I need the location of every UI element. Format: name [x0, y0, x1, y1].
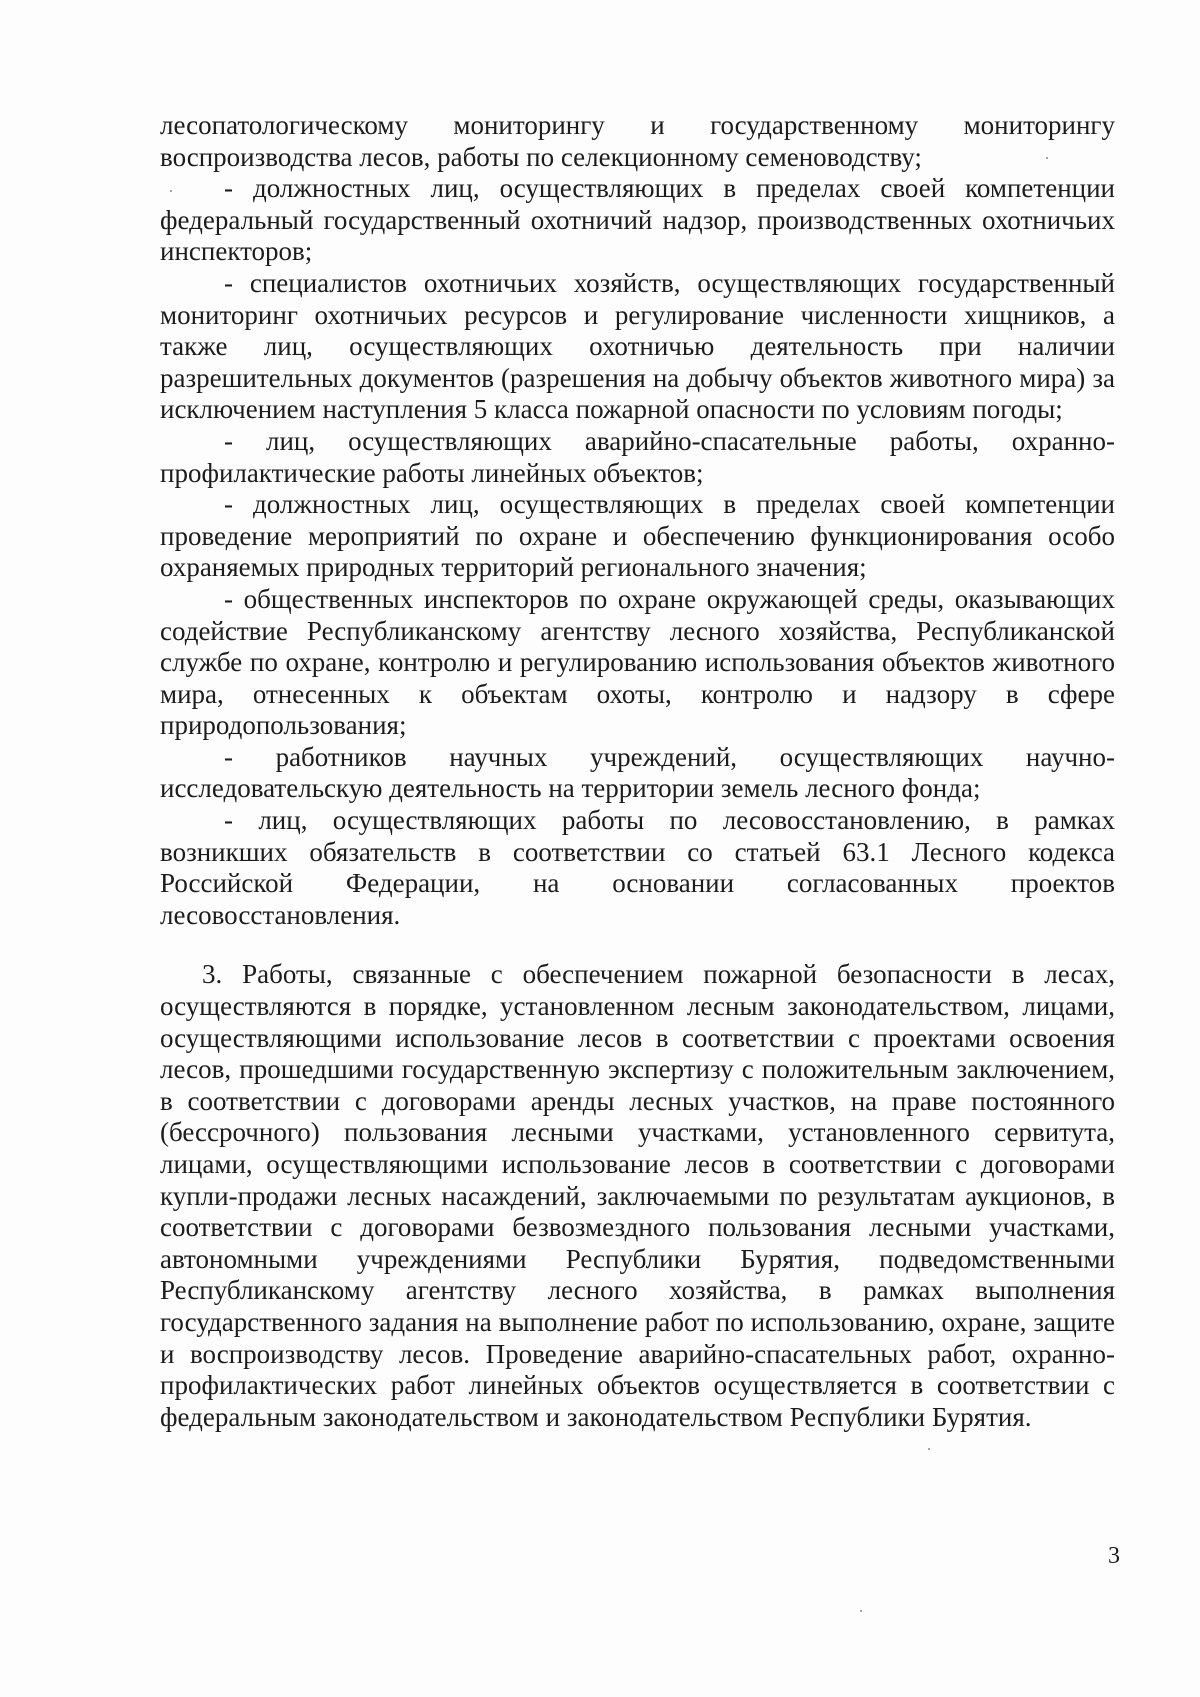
paragraph-continuation: лесопатологическому мониторингу и государственному мониторингу воспроизводства лесов, работы по селекционному семеноводству; [160, 110, 1115, 172]
list-item-public-inspectors: - общественных инспекторов по охране окружающей среды, оказывающих содействие Республиканскому агентству лесного хозяйства, Республиканской службе по охране, контролю и регулированию использования объектов животного мира, отнесенных к объектам охоты, контролю и надзору в сфере природопользования; [160, 583, 1115, 741]
scan-speck [860, 1610, 862, 1612]
scan-speck [170, 190, 172, 192]
scan-speck [1046, 157, 1048, 159]
list-item-hunting-supervision: - должностных лиц, осуществляющих в пределах своей компетенции федеральный государственный охотничий надзор, производственных охотничьих инспекторов; [160, 173, 1115, 267]
page-number: 3 [1108, 1543, 1120, 1569]
list-item-hunting-specialists: - специалистов охотничьих хозяйств, осуществляющих государственный мониторинг охотничьих ресурсов и регулирование численности хищников, а также лиц, осуществляющих охотничью деятельность при наличии разрешительных документов (разрешения на добычу объектов животного мира) за исключением наступления 5 класса пожарной опасности по условиям погоды; [160, 267, 1115, 425]
list-item-research-workers: - работников научных учреждений, осуществляющих научно-исследовательскую деятельность на территории земель лесного фонда; [160, 741, 1115, 804]
document-body [160, 110, 1115, 1433]
section-3-paragraph: 3. Работы, связанные с обеспечением пожарной безопасности в лесах, осуществляются в порядке, установленном лесным законодательством, лицами, осуществляющими использование лесов в соответствии с проектами освоения лесов, прошедшими государственную экспертизу с положительным заключением, в соответствии с договорами аренды лесных участков, на праве постоянного (бессрочного) пользования лесными участками, установленного сервитута, лицами, осуществляющими использование лесов в соответствии с договорами купли-продажи лесных насаждений, заключаемыми по результатам аукционов, в соответствии с договорами безвозмездного пользования лесными участками, автономными учреждениями Республики Бурятия, подведомственными Республиканскому агентству лесного хозяйства, в рамках выполнения государственного задания на выполнение работ по использованию, охране, защите и воспроизводству лесов. Проведение аварийно-спасательных работ, охранно-профилактических работ линейных объектов осуществляется в соответствии с федеральным законодательством и законодательством Республики Бурятия. [160, 959, 1115, 1432]
list-item-protected-territories: - должностных лиц, осуществляющих в пределах своей компетенции проведение мероприятий по охране и обеспечению функционирования особо охраняемых природных территорий регионального значения; [160, 489, 1115, 583]
list-item-reforestation: - лиц, осуществляющих работы по лесовосстановлению, в рамках возникших обязательств в соответствии со статьей 63.1 Лесного кодекса Российской Федерации, на основании согласованных проектов лесовосстановления. [160, 805, 1115, 930]
scan-speck [928, 1448, 930, 1450]
list-item-rescue-works: - лиц, осуществляющих аварийно-спасательные работы, охранно-профилактические работы линейных объектов; [160, 425, 1115, 488]
